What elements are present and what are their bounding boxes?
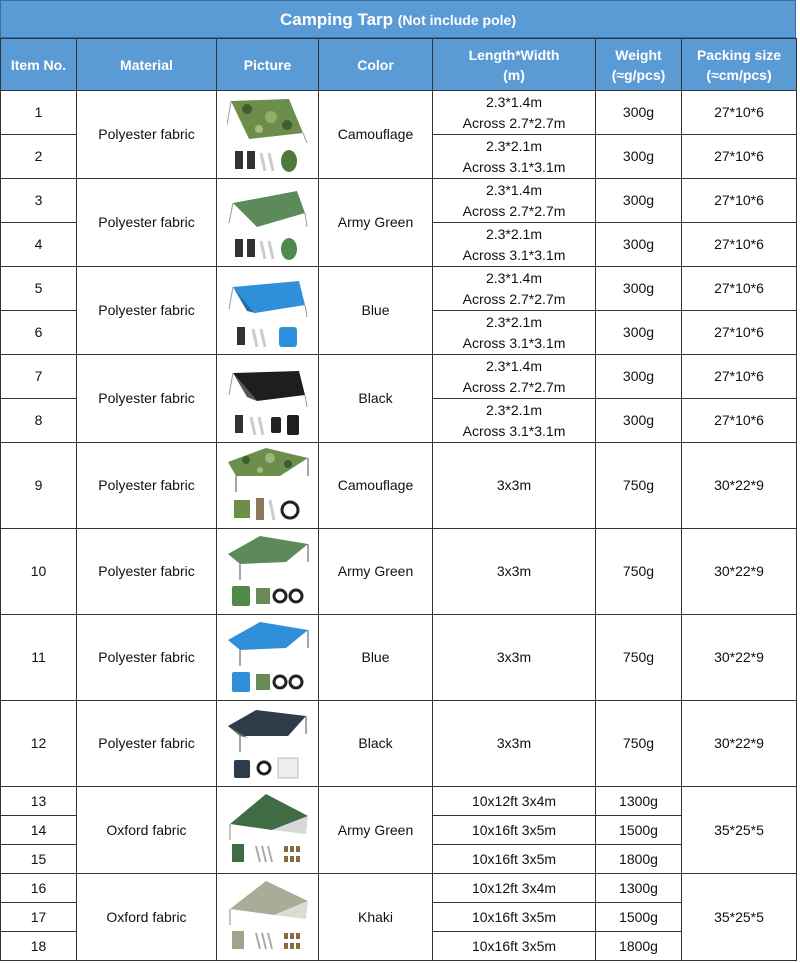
picture-cell	[217, 443, 319, 529]
weight-cell: 300g	[596, 311, 682, 355]
item-no: 15	[1, 845, 77, 874]
item-no: 6	[1, 311, 77, 355]
color-cell: Black	[319, 701, 433, 787]
table-row	[1, 529, 797, 615]
material-cell: Polyester fabric	[77, 701, 217, 787]
size-line1: 2.3*2.1m	[485, 137, 543, 154]
material-cell: Polyester fabric	[77, 91, 217, 179]
weight-cell: 300g	[596, 355, 682, 399]
item-no: 1	[1, 91, 77, 135]
size-line1: 2.3*2.1m	[485, 313, 543, 330]
header-item-no: Item No.	[1, 39, 77, 91]
color-cell: Blue	[319, 615, 433, 701]
size-line2: Across 2.7*2.7m	[462, 378, 566, 395]
item-no: 16	[1, 874, 77, 903]
title-main: Camping Tarp	[280, 10, 394, 29]
weight-cell: 300g	[596, 179, 682, 223]
blue-large-tarp-icon	[226, 618, 310, 698]
size-cell	[433, 91, 596, 135]
packing-cell: 35*25*5	[682, 787, 797, 874]
table-row	[1, 874, 797, 903]
material-cell: Polyester fabric	[77, 615, 217, 701]
size-line1: 2.3*1.4m	[485, 357, 543, 374]
size-cell	[433, 135, 596, 179]
weight-cell: 1300g	[596, 787, 682, 816]
title-sub: (Not include pole)	[397, 12, 516, 28]
size-line2: Across 3.1*3.1m	[462, 246, 566, 263]
table-row	[1, 787, 797, 816]
material-cell: Polyester fabric	[77, 179, 217, 267]
material-cell: Polyester fabric	[77, 355, 217, 443]
item-no: 2	[1, 135, 77, 179]
packing-cell: 27*10*6	[682, 399, 797, 443]
weight-cell: 1300g	[596, 874, 682, 903]
picture-cell	[217, 179, 319, 267]
size-line2: Across 3.1*3.1m	[462, 422, 566, 439]
size-cell	[433, 311, 596, 355]
weight-cell: 300g	[596, 267, 682, 311]
army-green-tarp-icon	[227, 183, 309, 263]
color-cell: Army Green	[319, 787, 433, 874]
item-no: 13	[1, 787, 77, 816]
item-no: 12	[1, 701, 77, 787]
material-cell: Polyester fabric	[77, 529, 217, 615]
header-picture: Picture	[217, 39, 319, 91]
picture-cell	[217, 267, 319, 355]
item-no: 17	[1, 903, 77, 932]
weight-cell: 1500g	[596, 903, 682, 932]
item-no: 9	[1, 443, 77, 529]
size-cell: 10x16ft 3x5m	[433, 845, 596, 874]
black-tarp-icon	[227, 359, 309, 439]
size-cell: 10x12ft 3x4m	[433, 874, 596, 903]
table-row	[1, 615, 797, 701]
packing-cell: 30*22*9	[682, 701, 797, 787]
picture-cell	[217, 874, 319, 961]
item-no: 4	[1, 223, 77, 267]
size-cell	[433, 355, 596, 399]
weight-cell: 750g	[596, 443, 682, 529]
picture-cell	[217, 615, 319, 701]
color-cell: Army Green	[319, 529, 433, 615]
item-no: 18	[1, 932, 77, 961]
picture-cell	[217, 787, 319, 874]
packing-cell: 27*10*6	[682, 355, 797, 399]
packing-cell: 27*10*6	[682, 91, 797, 135]
header-packing-line2: (≈cm/pcs)	[706, 66, 772, 83]
size-cell: 10x16ft 3x5m	[433, 816, 596, 845]
table-title	[0, 0, 796, 38]
header-color: Color	[319, 39, 433, 91]
header-size-line1: Length*Width	[468, 46, 560, 63]
item-no: 14	[1, 816, 77, 845]
table-row	[1, 443, 797, 529]
packing-cell: 27*10*6	[682, 267, 797, 311]
packing-cell: 27*10*6	[682, 179, 797, 223]
size-cell	[433, 399, 596, 443]
size-line2: Across 3.1*3.1m	[462, 334, 566, 351]
size-line1: 2.3*1.4m	[485, 93, 543, 110]
packing-cell: 27*10*6	[682, 223, 797, 267]
weight-cell: 750g	[596, 701, 682, 787]
color-cell: Camouflage	[319, 443, 433, 529]
item-no: 7	[1, 355, 77, 399]
packing-cell: 30*22*9	[682, 443, 797, 529]
size-cell: 3x3m	[433, 529, 596, 615]
size-cell: 3x3m	[433, 701, 596, 787]
color-cell: Khaki	[319, 874, 433, 961]
packing-cell: 30*22*9	[682, 615, 797, 701]
packing-cell: 27*10*6	[682, 311, 797, 355]
header-size-line2: (m)	[503, 66, 525, 83]
picture-cell	[217, 529, 319, 615]
size-line1: 2.3*1.4m	[485, 181, 543, 198]
size-cell	[433, 179, 596, 223]
weight-cell: 1500g	[596, 816, 682, 845]
size-line1: 2.3*2.1m	[485, 401, 543, 418]
camouflage-tarp-icon	[227, 95, 309, 175]
oxford-khaki-tarp-icon	[226, 877, 310, 957]
color-cell: Army Green	[319, 179, 433, 267]
packing-cell: 30*22*9	[682, 529, 797, 615]
table-row	[1, 179, 797, 223]
header-weight-line1: Weight	[615, 46, 662, 63]
item-no: 10	[1, 529, 77, 615]
size-cell: 10x12ft 3x4m	[433, 787, 596, 816]
weight-cell: 1800g	[596, 845, 682, 874]
size-cell: 10x16ft 3x5m	[433, 903, 596, 932]
size-cell: 3x3m	[433, 443, 596, 529]
header-size	[433, 39, 596, 91]
packing-cell: 35*25*5	[682, 874, 797, 961]
header-row	[1, 39, 797, 91]
blue-tarp-icon	[227, 271, 309, 351]
material-cell: Oxford fabric	[77, 874, 217, 961]
size-line2: Across 3.1*3.1m	[462, 158, 566, 175]
table-row	[1, 91, 797, 135]
color-cell: Black	[319, 355, 433, 443]
size-cell	[433, 267, 596, 311]
weight-cell: 1800g	[596, 932, 682, 961]
size-line2: Across 2.7*2.7m	[462, 290, 566, 307]
item-no: 8	[1, 399, 77, 443]
size-line1: 2.3*1.4m	[485, 269, 543, 286]
picture-cell	[217, 355, 319, 443]
weight-cell: 300g	[596, 399, 682, 443]
item-no: 3	[1, 179, 77, 223]
picture-cell	[217, 701, 319, 787]
material-cell: Polyester fabric	[77, 443, 217, 529]
size-line1: 2.3*2.1m	[485, 225, 543, 242]
camouflage-large-tarp-icon	[226, 446, 310, 526]
header-packing	[682, 39, 797, 91]
size-line2: Across 2.7*2.7m	[462, 202, 566, 219]
army-green-large-tarp-icon	[226, 532, 310, 612]
picture-cell	[217, 91, 319, 179]
weight-cell: 300g	[596, 135, 682, 179]
item-no: 11	[1, 615, 77, 701]
material-cell: Polyester fabric	[77, 267, 217, 355]
packing-cell: 27*10*6	[682, 135, 797, 179]
header-material: Material	[77, 39, 217, 91]
header-weight-line2: (≈g/pcs)	[611, 66, 666, 83]
item-no: 5	[1, 267, 77, 311]
size-cell: 3x3m	[433, 615, 596, 701]
color-cell: Camouflage	[319, 91, 433, 179]
weight-cell: 300g	[596, 91, 682, 135]
weight-cell: 750g	[596, 615, 682, 701]
size-cell	[433, 223, 596, 267]
header-weight	[596, 39, 682, 91]
spec-table	[0, 38, 797, 961]
color-cell: Blue	[319, 267, 433, 355]
table-row	[1, 701, 797, 787]
size-line2: Across 2.7*2.7m	[462, 114, 566, 131]
weight-cell: 750g	[596, 529, 682, 615]
weight-cell: 300g	[596, 223, 682, 267]
material-cell: Oxford fabric	[77, 787, 217, 874]
header-packing-line1: Packing size	[696, 46, 782, 63]
oxford-army-green-tarp-icon	[226, 790, 310, 870]
black-large-tarp-icon	[226, 704, 310, 784]
size-cell: 10x16ft 3x5m	[433, 932, 596, 961]
table-row	[1, 267, 797, 311]
table-row	[1, 355, 797, 399]
